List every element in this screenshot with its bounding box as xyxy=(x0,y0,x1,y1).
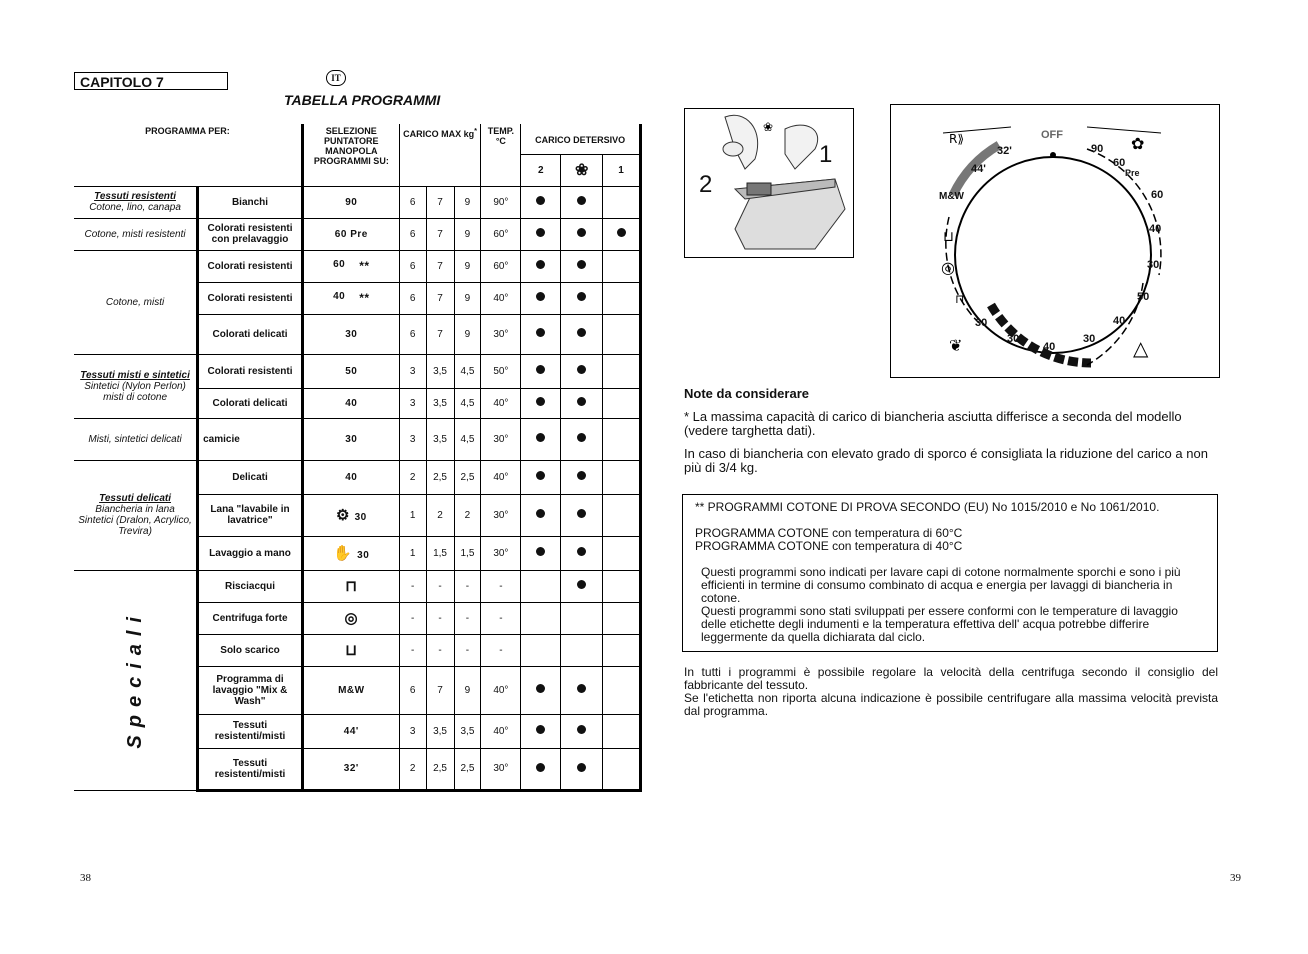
detergent-dot-icon xyxy=(577,260,586,269)
detergent-cell xyxy=(521,602,561,634)
header-selezione: SELEZIONE PUNTATORE MANOPOLA PROGRAMMI SU: xyxy=(302,124,399,186)
program-name: Colorati resistenti xyxy=(198,250,303,282)
load-kg: 3,5 xyxy=(426,418,454,460)
load-kg: 6 xyxy=(399,666,426,714)
detergent-dot-icon xyxy=(577,471,586,480)
detergent-cell xyxy=(603,602,641,634)
dial-selection: 30 xyxy=(302,314,399,354)
load-kg: 7 xyxy=(426,666,454,714)
load-kg: 9 xyxy=(454,186,481,218)
load-kg: 6 xyxy=(399,218,426,250)
dial-selection: 30 xyxy=(302,418,399,460)
svg-text:◎: ◎ xyxy=(941,258,955,277)
load-kg: 2 xyxy=(426,494,454,536)
header-temp: TEMP. °C xyxy=(481,124,521,186)
load-kg: - xyxy=(454,570,481,602)
program-symbol-icon: ◎ xyxy=(344,610,359,627)
dial-selection: ✋ 30 xyxy=(302,536,399,570)
load-kg: 1,5 xyxy=(426,536,454,570)
load-kg: - xyxy=(399,602,426,634)
detergent-cell xyxy=(521,418,561,460)
box-line1: ** PROGRAMMI COTONE DI PROVA SECONDO (EU) No 1015/2010 e No 1061/2010. xyxy=(695,500,1160,514)
detergent-cell xyxy=(603,218,641,250)
detergent-cell xyxy=(561,634,603,666)
page-number-right: 39 xyxy=(1230,872,1241,884)
detergent-cell xyxy=(561,418,603,460)
detergent-dot-icon xyxy=(536,547,545,556)
load-kg: 4,5 xyxy=(454,418,481,460)
program-name: Lavaggio a mano xyxy=(198,536,303,570)
detergent-cell xyxy=(603,570,641,602)
detergent-cell xyxy=(603,494,641,536)
detergent-cell xyxy=(561,354,603,388)
temperature: 40° xyxy=(481,388,521,418)
detergent-dot-icon xyxy=(536,292,545,301)
detergent-cell xyxy=(521,714,561,748)
detergent-cell xyxy=(521,634,561,666)
category-cell xyxy=(74,354,198,418)
load-kg: 6 xyxy=(399,282,426,314)
detergent-dot-icon xyxy=(577,433,586,442)
detergent-cell xyxy=(561,536,603,570)
temperature: 40° xyxy=(481,282,521,314)
detergent-cell xyxy=(521,218,561,250)
load-kg: 3 xyxy=(399,714,426,748)
temperature: 40° xyxy=(481,460,521,494)
detergent-dot-icon xyxy=(536,433,545,442)
dial-30-synthetic: 30 xyxy=(1083,333,1096,345)
detergent-cell xyxy=(603,388,641,418)
load-kg: - xyxy=(454,602,481,634)
program-name: Colorati resistenti con prelavaggio xyxy=(198,218,303,250)
detergent-dot-icon xyxy=(577,365,586,374)
dial-60: 60 xyxy=(1151,189,1164,201)
svg-text:❀: ❀ xyxy=(763,120,774,134)
load-kg: - xyxy=(454,634,481,666)
program-name: Centrifuga forte xyxy=(198,602,303,634)
detergent-dot-icon xyxy=(536,365,545,374)
dial-90: 90 xyxy=(1091,143,1104,155)
detergent-cell xyxy=(603,536,641,570)
detergent-compartment-1: 1 xyxy=(603,154,641,186)
detergent-dot-icon xyxy=(617,228,626,237)
figure-label-2: 2 xyxy=(699,171,713,198)
table-row xyxy=(74,418,641,460)
test-program-marker: ** xyxy=(359,291,370,305)
program-name: Solo scarico xyxy=(198,634,303,666)
detergent-cell xyxy=(561,250,603,282)
program-name: Colorati resistenti xyxy=(198,354,303,388)
detergent-dot-icon xyxy=(536,397,545,406)
load-kg: - xyxy=(426,634,454,666)
detergent-dot-icon xyxy=(577,228,586,237)
detergent-dot-icon xyxy=(536,471,545,480)
program-symbol-icon: ⚙ xyxy=(335,507,355,524)
dial-selection: 60 ** xyxy=(302,250,399,282)
dial-selection: 60 Pre xyxy=(302,218,399,250)
dial-selection: 90 xyxy=(302,186,399,218)
temperature: 40° xyxy=(481,666,521,714)
detergent-cell xyxy=(603,418,641,460)
category-cell xyxy=(74,460,198,570)
dispenser-drawer-figure xyxy=(684,108,854,258)
detergent-cell xyxy=(521,314,561,354)
chapter-label: CAPITOLO 7 xyxy=(74,72,228,90)
dial-40-synthetic: 40 xyxy=(1113,315,1126,327)
dial-selection: M&W xyxy=(302,666,399,714)
language-badge: IT xyxy=(326,70,346,86)
table-row xyxy=(74,250,641,282)
table-row xyxy=(74,354,641,388)
load-kg: - xyxy=(399,634,426,666)
svg-text:R⟫: R⟫ xyxy=(949,132,965,146)
program-name: Programma di lavaggio "Mix & Wash" xyxy=(198,666,303,714)
table-row xyxy=(74,570,641,602)
temperature: 90° xyxy=(481,186,521,218)
detergent-cell xyxy=(603,460,641,494)
spin-notes xyxy=(684,666,1218,718)
load-kg: - xyxy=(399,570,426,602)
detergent-cell xyxy=(521,186,561,218)
detergent-dot-icon xyxy=(577,725,586,734)
svg-text:❦: ❦ xyxy=(949,336,963,355)
temperature: - xyxy=(481,570,521,602)
detergent-compartment-2: 2 xyxy=(521,154,561,186)
load-kg: 1 xyxy=(399,494,426,536)
load-kg: 2 xyxy=(399,748,426,790)
temperature: 30° xyxy=(481,418,521,460)
temperature: 50° xyxy=(481,354,521,388)
detergent-cell xyxy=(603,634,641,666)
load-kg: 1,5 xyxy=(454,536,481,570)
detergent-cell xyxy=(521,666,561,714)
svg-text:△: △ xyxy=(1133,336,1149,360)
cat-resistenti-sub: Cotone, lino, canapa xyxy=(89,202,181,213)
table-row xyxy=(74,186,641,218)
temperature: 30° xyxy=(481,748,521,790)
detergent-dot-icon xyxy=(577,328,586,337)
dial-pre: Pre xyxy=(1125,168,1140,178)
load-kg: 3 xyxy=(399,388,426,418)
detergent-cell xyxy=(561,460,603,494)
temperature: - xyxy=(481,602,521,634)
temperature: - xyxy=(481,634,521,666)
detergent-dot-icon xyxy=(577,292,586,301)
detergent-dot-icon xyxy=(577,509,586,518)
detergent-dot-icon xyxy=(536,509,545,518)
detergent-cell xyxy=(561,748,603,790)
program-name: Colorati delicati xyxy=(198,314,303,354)
note-capacity: * La massima capacità di carico di biancheria asciutta differisce a seconda del modello (vedere targhetta dati). xyxy=(684,409,1182,438)
load-kg: 9 xyxy=(454,666,481,714)
load-kg: 7 xyxy=(426,218,454,250)
cat-resistenti-title: Tessuti resistenti xyxy=(94,191,176,202)
notes-title: Note da considerare xyxy=(684,386,809,401)
box-para2: Questi programmi sono stati sviluppati per essere conformi con le temperature di lavaggio delle etichette degli indumenti e la temperatura effettiva dell' acqua potrebbe differire leggermente da quella dichiarata dal ciclo. xyxy=(701,604,1178,644)
temperature: 60° xyxy=(481,218,521,250)
load-kg: 2,5 xyxy=(454,460,481,494)
load-kg: 7 xyxy=(426,314,454,354)
program-symbol-icon: ⊓ xyxy=(345,578,358,595)
detergent-cell xyxy=(521,570,561,602)
program-name: Lana "lavabile in lavatrice" xyxy=(198,494,303,536)
temperature: 30° xyxy=(481,314,521,354)
detergent-cell xyxy=(521,250,561,282)
program-name: camicie xyxy=(198,418,303,460)
cat-misti-delicati: Misti, sintetici delicati xyxy=(88,433,182,445)
temperature: 30° xyxy=(481,494,521,536)
load-kg: 7 xyxy=(426,186,454,218)
detergent-cell xyxy=(561,714,603,748)
detergent-cell xyxy=(521,460,561,494)
program-symbol-icon: ⊔ xyxy=(345,642,358,659)
test-program-marker: ** xyxy=(359,259,370,273)
program-name: Risciacqui xyxy=(198,570,303,602)
category-cell xyxy=(74,570,198,790)
load-kg: 2,5 xyxy=(454,748,481,790)
detergent-cell xyxy=(521,494,561,536)
category-cell xyxy=(74,186,198,218)
program-symbol-icon: ✋ xyxy=(333,545,358,562)
cat-cotone-misti-resistenti: Cotone, misti resistenti xyxy=(84,228,186,240)
load-kg: 2,5 xyxy=(426,748,454,790)
program-dial-figure xyxy=(890,104,1220,378)
dial-selection xyxy=(302,634,399,666)
cat-speciali: Speciali xyxy=(123,608,146,749)
detergent-cell xyxy=(603,666,641,714)
dial-selection: 40 xyxy=(302,388,399,418)
dial-selection xyxy=(302,602,399,634)
detergent-cell xyxy=(561,494,603,536)
detergent-cell xyxy=(561,186,603,218)
detergent-dot-icon xyxy=(536,763,545,772)
load-kg: 9 xyxy=(454,314,481,354)
load-kg: 4,5 xyxy=(454,354,481,388)
detergent-cell xyxy=(603,714,641,748)
detergent-cell xyxy=(603,186,641,218)
dial-selection: ⚙ 30 xyxy=(302,494,399,536)
load-kg: 3 xyxy=(399,418,426,460)
load-kg: 9 xyxy=(454,282,481,314)
detergent-dot-icon xyxy=(577,684,586,693)
detergent-dot-icon xyxy=(577,580,586,589)
dial-50: 50 xyxy=(1137,291,1150,303)
header-detersivo: CARICO DETERSIVO xyxy=(521,124,641,154)
cat-delicati-sub: Biancheria in lana Sintetici (Dralon, Acrylico, Trevira) xyxy=(78,504,192,537)
cat-misti-title: Tessuti misti e sintetici xyxy=(80,369,190,381)
detergent-cell xyxy=(521,354,561,388)
program-name: Tessuti resistenti/misti xyxy=(198,714,303,748)
program-table xyxy=(74,124,642,792)
dial-selection: 40 xyxy=(302,460,399,494)
temperature: 30° xyxy=(481,536,521,570)
cat-misti-sub: Sintetici (Nylon Perlon) misti di cotone xyxy=(84,380,186,403)
detergent-cell xyxy=(521,282,561,314)
header-carico: CARICO MAX kg* xyxy=(399,124,481,186)
dial-44: 44' xyxy=(971,163,986,175)
load-kg: 3,5 xyxy=(426,388,454,418)
detergent-cell xyxy=(603,250,641,282)
load-kg: 6 xyxy=(399,314,426,354)
detergent-dot-icon xyxy=(536,260,545,269)
category-cell xyxy=(74,218,198,250)
detergent-cell xyxy=(521,748,561,790)
box-line3: PROGRAMMA COTONE con temperatura di 40°C xyxy=(695,539,963,553)
program-name: Colorati resistenti xyxy=(198,282,303,314)
load-kg: 9 xyxy=(454,250,481,282)
category-cell xyxy=(74,418,198,460)
table-row xyxy=(74,218,641,250)
detergent-cell xyxy=(561,570,603,602)
figure-label-1: 1 xyxy=(819,141,833,168)
load-kg: 2,5 xyxy=(426,460,454,494)
dial-selection: 32' xyxy=(302,748,399,790)
detergent-cell xyxy=(603,748,641,790)
note-soil: In caso di biancheria con elevato grado di sporco é consigliata la riduzione del carico a non più di 3/4 kg. xyxy=(684,446,1208,475)
test-programs-box xyxy=(682,494,1218,652)
load-kg: 9 xyxy=(454,218,481,250)
load-kg: 4,5 xyxy=(454,388,481,418)
dial-60-pre: 60 xyxy=(1113,157,1126,169)
detergent-dot-icon xyxy=(536,328,545,337)
dial-mw: M&W xyxy=(939,191,964,202)
load-kg: 6 xyxy=(399,186,426,218)
program-name: Delicati xyxy=(198,460,303,494)
load-kg: 3,5 xyxy=(426,354,454,388)
program-name: Colorati delicati xyxy=(198,388,303,418)
temperature: 60° xyxy=(481,250,521,282)
detergent-dot-icon xyxy=(577,397,586,406)
box-line2: PROGRAMMA COTONE con temperatura di 60°C xyxy=(695,526,963,540)
load-kg: 7 xyxy=(426,282,454,314)
detergent-dot-icon xyxy=(577,547,586,556)
load-kg: 3,5 xyxy=(426,714,454,748)
table-title: TABELLA PROGRAMMI xyxy=(284,92,441,108)
detergent-cell xyxy=(561,388,603,418)
temperature: 40° xyxy=(481,714,521,748)
cat-cotone-misti: Cotone, misti xyxy=(105,296,165,308)
detergent-dot-icon xyxy=(536,684,545,693)
table-row xyxy=(74,460,641,494)
load-kg: 1 xyxy=(399,536,426,570)
dial-32: 32' xyxy=(997,145,1012,157)
detergent-cell xyxy=(521,388,561,418)
program-name: Bianchi xyxy=(198,186,303,218)
dial-off-label: OFF xyxy=(1041,129,1063,141)
load-kg: 6 xyxy=(399,250,426,282)
detergent-cell xyxy=(521,536,561,570)
detergent-cell xyxy=(603,282,641,314)
detergent-cell xyxy=(603,354,641,388)
detergent-dot-icon xyxy=(536,725,545,734)
dial-30: 30 xyxy=(1147,259,1160,271)
dial-selection: 50 xyxy=(302,354,399,388)
load-kg: - xyxy=(426,602,454,634)
detergent-cell xyxy=(603,314,641,354)
dial-40-delicate: 40 xyxy=(1043,341,1056,353)
detergent-dot-icon xyxy=(577,763,586,772)
detergent-cell xyxy=(561,314,603,354)
detergent-cell xyxy=(561,602,603,634)
load-kg: 3 xyxy=(399,354,426,388)
dial-selection: 40 ** xyxy=(302,282,399,314)
spin-note-1: In tutti i programmi è possibile regolare la velocità della centrifuga secondo il consiglio del fabbricante del tessuto. xyxy=(684,665,1218,692)
dial-30-hand: 30 xyxy=(975,317,988,329)
detergent-cell xyxy=(561,218,603,250)
page-number-left: 38 xyxy=(80,872,91,884)
svg-text:⊔: ⊔ xyxy=(943,229,954,245)
program-name: Tessuti resistenti/misti xyxy=(198,748,303,790)
detergent-dot-icon xyxy=(577,196,586,205)
load-kg: 2 xyxy=(454,494,481,536)
detergent-cell xyxy=(561,666,603,714)
box-para1: Questi programmi sono indicati per lavare capi di cotone normalmente sporchi e sono i più efficienti in termine di consumo combinato di acqua e energia per lavaggi di biancheria in cotone. xyxy=(701,565,1181,605)
load-kg: - xyxy=(426,570,454,602)
detergent-dot-icon xyxy=(536,196,545,205)
spin-note-2: Se l'etichetta non riporta alcuna indicazione è possibile centrifugare alla massima velocità prevista dal programma. xyxy=(684,691,1218,718)
softener-flower-icon: ❀ xyxy=(561,154,603,186)
category-cell xyxy=(74,250,198,354)
svg-text:⊓: ⊓ xyxy=(955,292,965,306)
svg-text:✿: ✿ xyxy=(1131,134,1145,153)
detergent-cell xyxy=(561,282,603,314)
dial-selection: 44' xyxy=(302,714,399,748)
load-kg: 2 xyxy=(399,460,426,494)
load-kg: 7 xyxy=(426,250,454,282)
header-programma: PROGRAMMA PER: xyxy=(74,124,302,186)
load-kg: 3,5 xyxy=(454,714,481,748)
detergent-dot-icon xyxy=(536,228,545,237)
dial-selection xyxy=(302,570,399,602)
dial-40: 40 xyxy=(1149,223,1162,235)
dial-30-wool: 30 xyxy=(1007,333,1020,345)
cat-delicati-title: Tessuti delicati xyxy=(99,493,171,504)
